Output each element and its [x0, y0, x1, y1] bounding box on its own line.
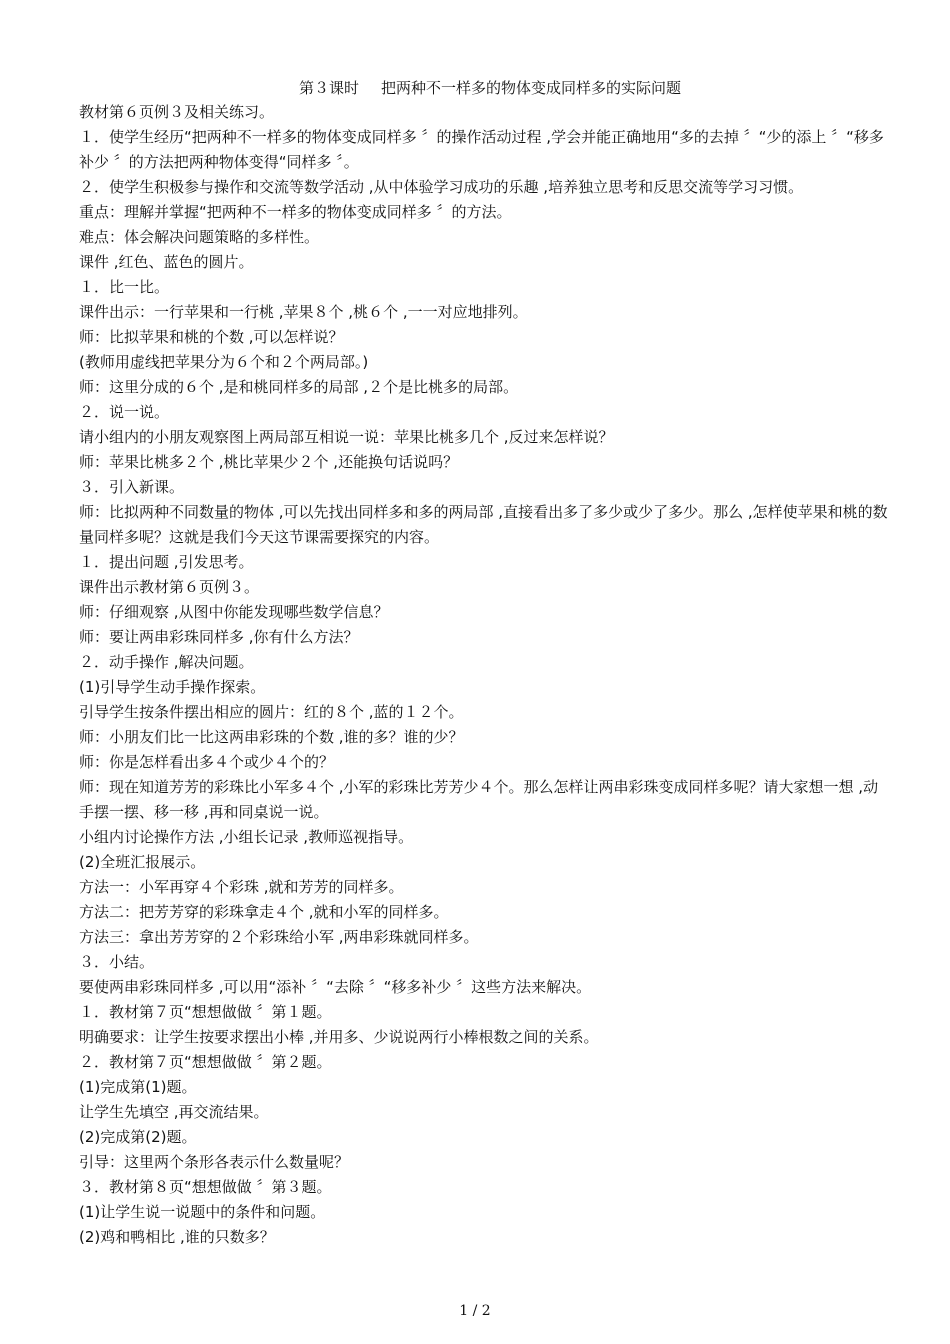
paragraph: ２．教材第７页“想想做做 〞第２题。	[79, 1053, 332, 1071]
paragraph: 方法二：把芳芳穿的彩珠拿走４个 ,就和小军的同样多。	[79, 903, 449, 921]
paragraph: 引导学生按条件摆出相应的圆片：红的８个 ,蓝的１２个。	[79, 703, 464, 721]
paragraph: 课件出示教材第６页例３。	[79, 578, 260, 596]
paragraph: １．使学生经历“把两种不一样多的物体变成同样多 〞的操作活动过程 ,学会并能正确地用“多的去掉 〞“少的添上 〞“移多补少 〞的方法把两种物体变得“同样多 〞。	[79, 128, 884, 171]
paragraph: 师：你是怎样看出多４个或少４个的？	[79, 753, 335, 771]
paragraph: 让学生先填空 ,再交流结果。	[79, 1103, 269, 1121]
paragraph: (2)全班汇报展示。	[79, 853, 206, 871]
paragraph: 师：比拟两种不同数量的物体 ,可以先找出同样多和多的两局部 ,直接看出多了多少或少了多少。那么 ,怎样使苹果和桃的数量同样多呢？这就是我们今天这节课需要探究的内容。	[79, 503, 888, 546]
paragraph: 师：仔细观察 ,从图中你能发现哪些数学信息？	[79, 603, 389, 621]
paragraph: 难点：体会解决问题策略的多样性。	[79, 228, 320, 246]
paragraph: (1)完成第(1)题。	[79, 1078, 197, 1096]
paragraph: 师：要让两串彩珠同样多 ,你有什么方法？	[79, 628, 359, 646]
paragraph: 教材第６页例３及相关练习。	[79, 103, 275, 121]
paragraph: 师：苹果比桃多２个 ,桃比苹果少２个 ,还能换句话说吗？	[79, 453, 459, 471]
paragraph: 重点：理解并掌握“把两种不一样多的物体变成同样多 〞的方法。	[79, 203, 512, 221]
page-indicator: 1 / 2	[459, 1303, 491, 1319]
paragraph: 课件出示：一行苹果和一行桃 ,苹果８个 ,桃６个 ,一一对应地排列。	[79, 303, 528, 321]
paragraph: 请小组内的小朋友观察图上两局部互相说一说：苹果比桃多几个 ,反过来怎样说？	[79, 428, 614, 446]
paragraph: 师：现在知道芳芳的彩珠比小军多４个 ,小军的彩珠比芳芳少４个。那么怎样让两串彩珠变成同样多呢？请大家想一想 ,动手摆一摆、移一移 ,再和同桌说一说。	[79, 778, 879, 821]
paragraph: ３．引入新课。	[79, 478, 185, 496]
paragraph: (2)鸡和鸭相比 ,谁的只数多？	[79, 1228, 275, 1246]
document-body	[70, 100, 888, 1250]
paragraph: １．提出问题 ,引发思考。	[79, 553, 254, 571]
paragraph: 要使两串彩珠同样多 ,可以用“添补 〞“去除 〞“移多补少 〞这些方法来解决。	[79, 978, 592, 996]
paragraph: (2)完成第(2)题。	[79, 1128, 197, 1146]
paragraph: 小组内讨论操作方法 ,小组长记录 ,教师巡视指导。	[79, 828, 414, 846]
paragraph: ２．使学生积极参与操作和交流等数学活动 ,从中体验学习成功的乐趣 ,培养独立思考和反思交流等学习习惯。	[79, 178, 804, 196]
paragraph: 师：小朋友们比一比这两串彩珠的个数 ,谁的多？谁的少？	[79, 728, 464, 746]
paragraph: 师：比拟苹果和桃的个数 ,可以怎样说？	[79, 328, 344, 346]
paragraph: 明确要求：让学生按要求摆出小棒 ,并用多、少说说两行小棒根数之间的关系。	[79, 1028, 599, 1046]
paragraph: 方法一：小军再穿４个彩珠 ,就和芳芳的同样多。	[79, 878, 404, 896]
paragraph: １．教材第７页“想想做做 〞第１题。	[79, 1003, 332, 1021]
paragraph: 引导：这里两个条形各表示什么数量呢？	[79, 1153, 350, 1171]
lesson-number: 第３课时	[298, 79, 359, 97]
paragraph: (教师用虚线把苹果分为６个和２个两局部。)	[79, 353, 369, 371]
lesson-title	[0, 78, 950, 98]
paragraph: ２．动手操作 ,解决问题。	[79, 653, 254, 671]
paragraph: 课件 ,红色、蓝色的圆片。	[79, 253, 254, 271]
paragraph: ３．小结。	[79, 953, 155, 971]
paragraph: 师：这里分成的６个 ,是和桃同样多的局部 ,２个是比桃多的局部。	[79, 378, 519, 396]
paragraph: １．比一比。	[79, 278, 170, 296]
lesson-topic: 把两种不一样多的物体变成同样多的实际问题	[381, 79, 682, 97]
paragraph: 方法三：拿出芳芳穿的２个彩珠给小军 ,两串彩珠就同样多。	[79, 928, 479, 946]
paragraph: ３．教材第８页“想想做做 〞第３题。	[79, 1178, 332, 1196]
paragraph: (1)引导学生动手操作探索。	[79, 678, 266, 696]
paragraph: (1)让学生说一说题中的条件和问题。	[79, 1203, 326, 1221]
paragraph: ２．说一说。	[79, 403, 170, 421]
